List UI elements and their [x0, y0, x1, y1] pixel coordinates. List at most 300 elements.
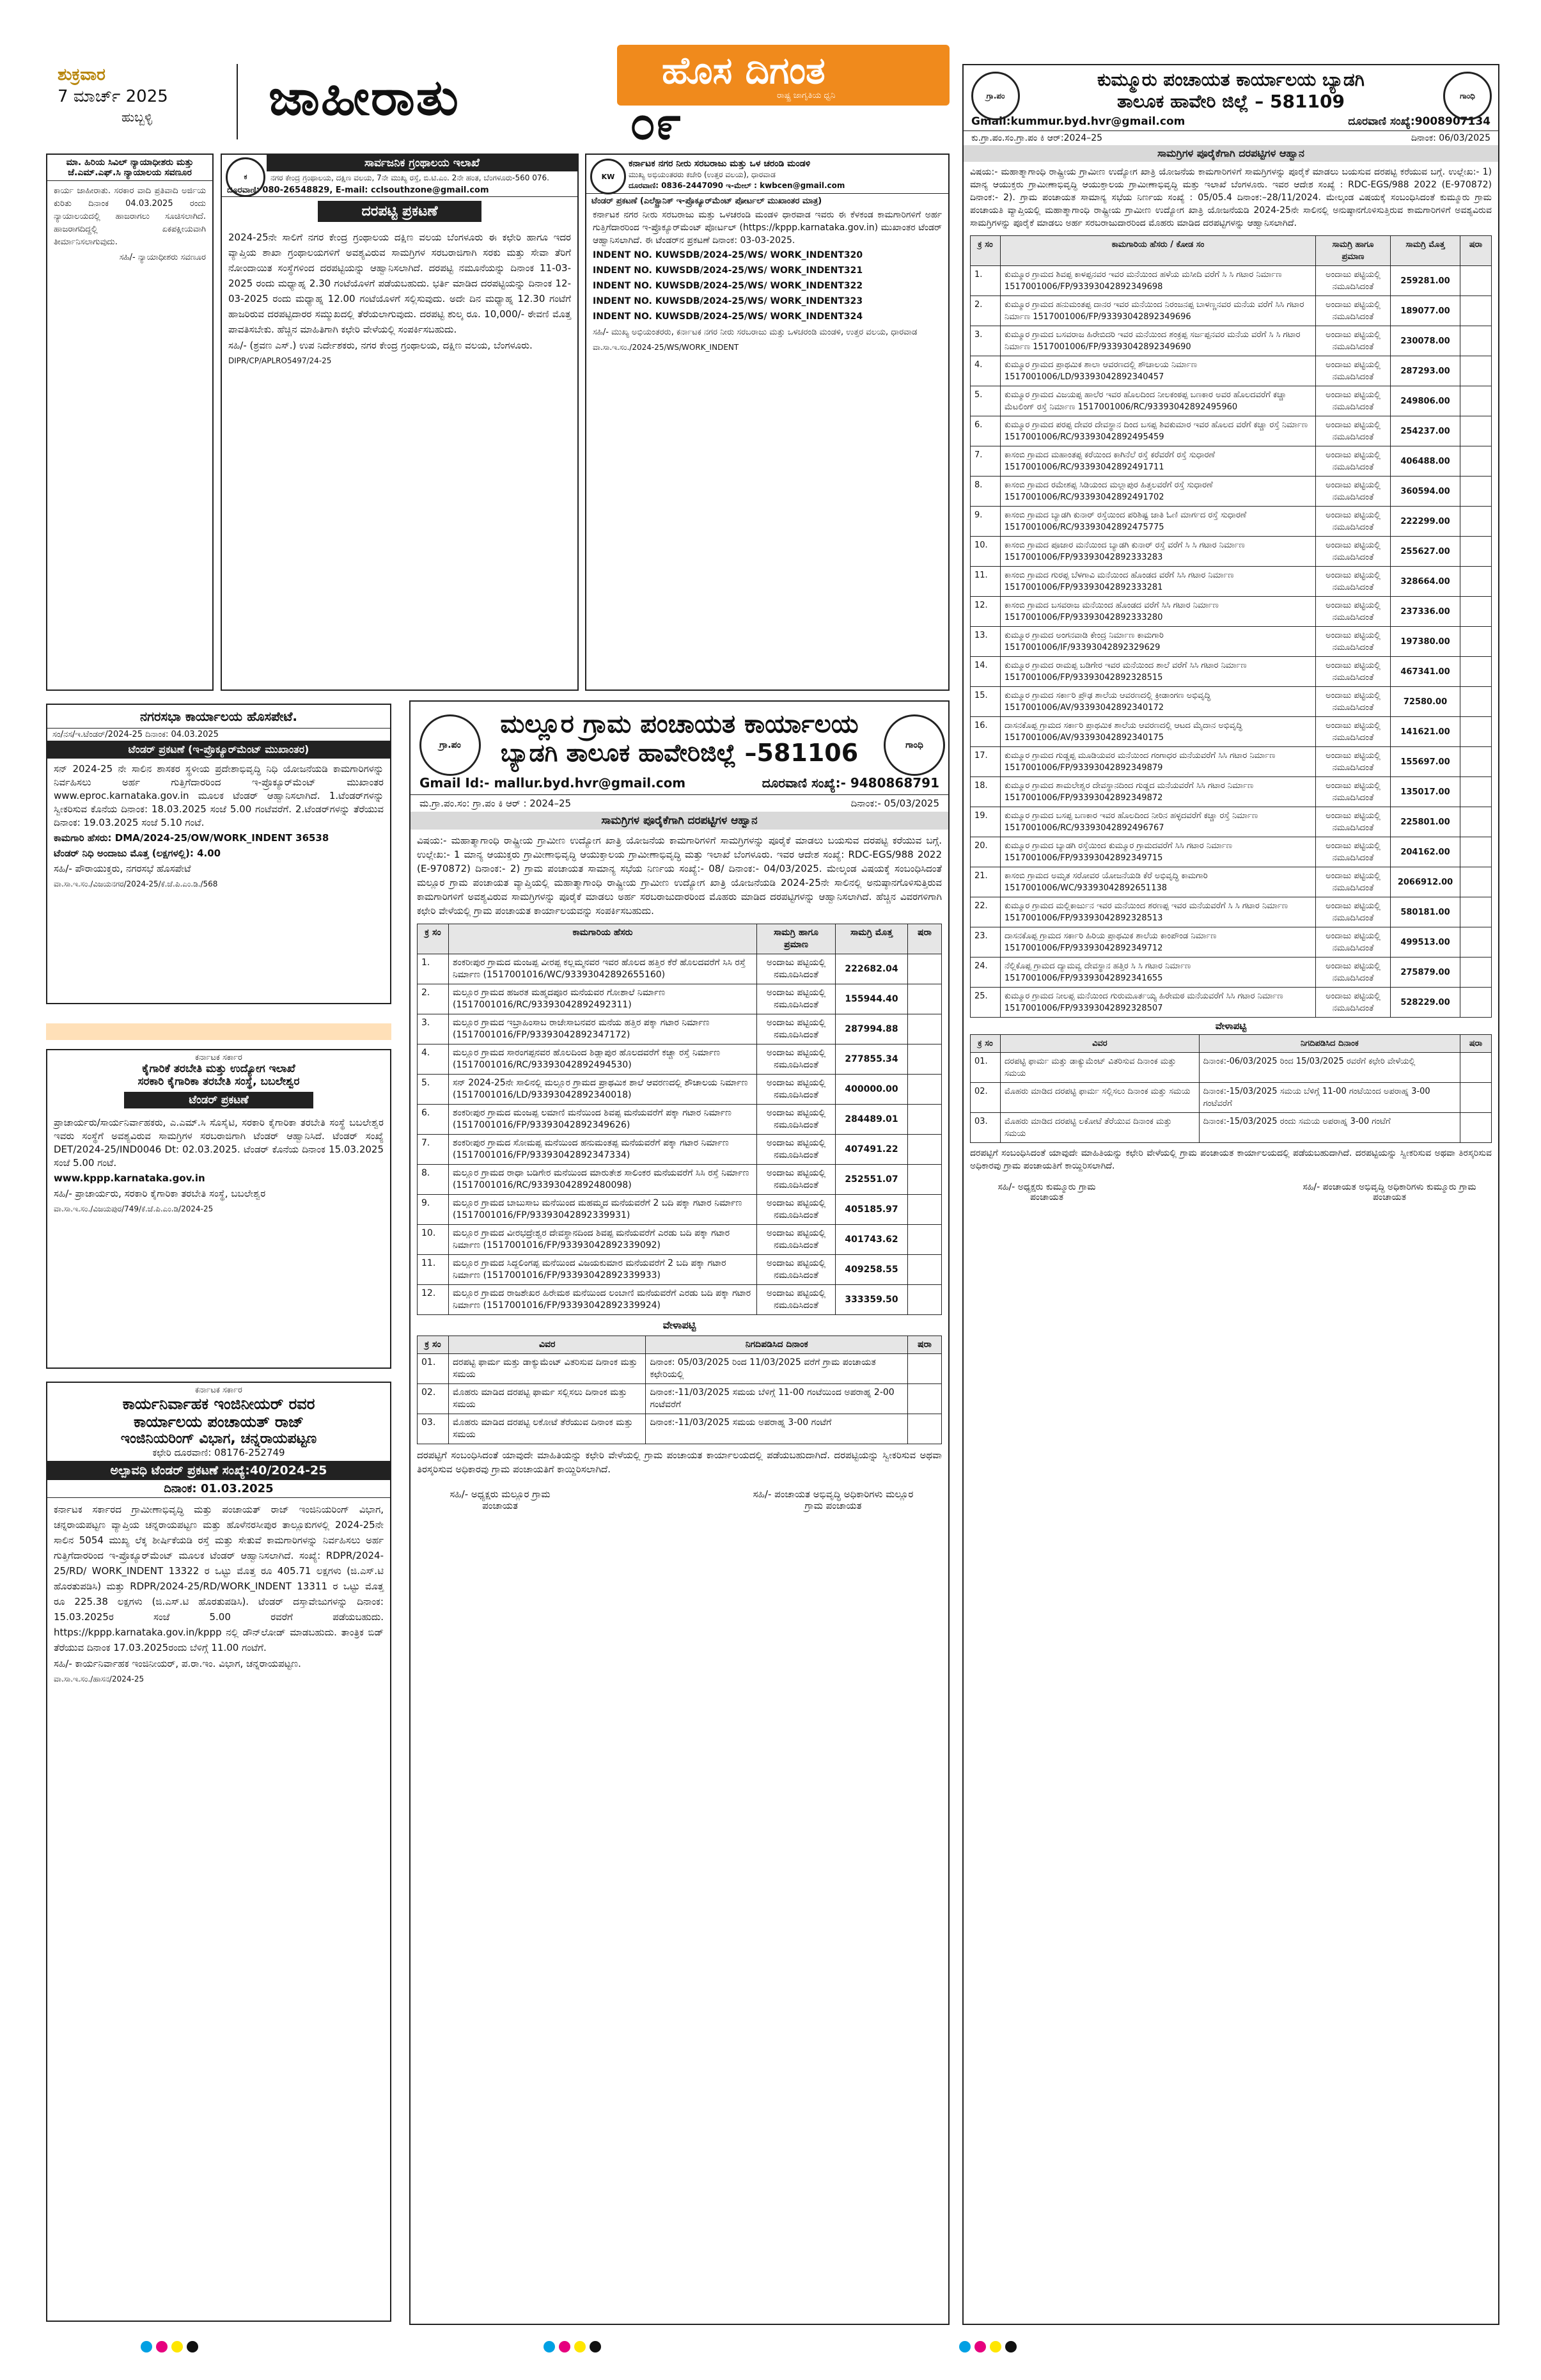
- water-item-2: INDENT NO. KUWSDB/2024-25/WS/ WORK_INDENT321: [593, 265, 863, 276]
- kummur-ref-row: [964, 131, 1498, 145]
- mallur-gandhi-icon: ಗಾಂಧಿ: [884, 714, 945, 776]
- kummur-remark: [1460, 477, 1492, 507]
- kummur-work-name: ಕುಮ್ಮೂರ ಗ್ರಾಮದ ಬ್ಯಾಡಗಿ ರಸ್ತೆಯಿಂದ ಕುಮ್ಮೂರ ಗ್ರಾಮದವರೆಗೆ ಸಿಸಿ ಗಟಾರ ನಿರ್ಮಾಣ 1517001006/FP/93393042892349715: [1001, 837, 1316, 867]
- mallur-email: Gmail Id:- mallur.byd.hvr@gmail.com: [419, 775, 686, 791]
- date-block: [45, 64, 238, 139]
- kummur-remark: [1460, 326, 1492, 356]
- kummur-material-amount: 255627.00: [1391, 537, 1460, 567]
- kummur-material-basis: ಅಂದಾಜು ಪಟ್ಟಿಯಲ್ಲಿ ನಮೂದಿಸಿದಂತೆ: [1316, 386, 1391, 416]
- water-text: ಕರ್ನಾಟಕ ನಗರ ನೀರು ಸರಬರಾಜು ಮತ್ತು ಒಳಚರಂಡಿ ಮಂಡಳಿ ಧಾರವಾಡ ಇವರು ಈ ಕೆಳಕಂಡ ಕಾಮಗಾರಿಗಳಿಗೆ ಅರ್ಹ ಗುತ್ತಿಗೆದಾರರಿಂದ ಇ-ಪ್ರೊಕ್ಯೂರ್‌ಮೆಂಟ್ ಪೋರ್ಟಲ್ (https://kppp.karnataka.gov.in) ಮುಖಾಂತರ ಟೆಂಡರ್ ಆಹ್ವಾನಿಸಲಾಗಿದೆ. ಈ ಟೆಂಡರ್‌ನ ಪ್ರಕಟಣೆ ದಿನಾಂಕ: 03-03-2025.: [593, 210, 942, 246]
- mallur-footer-text: ದರಪಟ್ಟಿಗೆ ಸಂಬಂಧಿಸಿದಂತೆ ಯಾವುದೇ ಮಾಹಿತಿಯನ್ನು ಕಛೇರಿ ವೇಳೆಯಲ್ಲಿ ಗ್ರಾಮ ಪಂಚಾಯತ ಕಾರ್ಯಾಲಯದಲ್ಲಿ ಪಡೆಯಬಹುದಾಗಿದೆ. ದರಪಟ್ಟಿಯನ್ನು ಸ್ವೀಕರಿಸುವ ಅಥವಾ ತಿರಸ್ಕರಿಸುವ ಅಧಿಕಾರವು ಗ್ರಾಮ ಪಂಚಾಯತಿಗೆ ಕಾಯ್ದಿರಿಸಲಾಗಿದೆ.: [417, 1449, 942, 1475]
- reg-dot-magenta: [156, 2341, 168, 2352]
- day-label: ಶುಕ್ರವಾರ: [58, 65, 106, 84]
- kummur-row-number: 7.: [971, 446, 1001, 477]
- kummur-row-number: 4.: [971, 356, 1001, 386]
- mallur-row-number: 7.: [418, 1135, 449, 1165]
- iti-notice: [46, 1049, 391, 1369]
- mallur-sched-desc: ಮೊಹರು ಮಾಡಿದ ದರಪಟ್ಟಿ ಲಕೋಟೆ ತೆರೆಯುವ ದಿನಾಂಕ ಮತ್ತು ಸಮಯ: [449, 1414, 646, 1444]
- mallur-th-no: ಕ್ರ ಸಂ: [418, 924, 449, 954]
- mallur-remark: [908, 1105, 942, 1135]
- kummur-sched-desc: ದರಪಟ್ಟಿ ಫಾರ್ಮ ಮತ್ತು ಡಾಕ್ಯುಮೆಂಟ್ ವಿತರಿಸುವ ದಿನಾಂಕ ಮತ್ತು ಸಮಯ: [1001, 1053, 1200, 1083]
- kummur-work-name: ಕುಮ್ಮೂರ ಗ್ರಾಮದ ಪ್ರಾಥಮಿಕ ಶಾಲಾ ಆವರಣದಲ್ಲಿ ಶೌಚಾಲಯ ನಿರ್ಮಾಣ 1517001006/LD/93393042892340457: [1001, 356, 1316, 386]
- kummur-remark: [1460, 988, 1492, 1018]
- table-row: [971, 507, 1492, 537]
- kummur-footer: [964, 1143, 1498, 1178]
- water-title: ಟೆಂಡರ್ ಪ್ರಕಟಣೆ (ಎಲೆಕ್ಟ್ರಾನಿಕ್ ಇ-ಪ್ರೊಕ್ಯೂರ್‌ಮೆಂಟ್ ಪೋರ್ಟಲ್ ಮುಖಾಂತರ ಮಾತ್ರ): [591, 196, 822, 206]
- kummur-row-number: 18.: [971, 777, 1001, 807]
- mallur-logo-icon: ಗ್ರಾ.ಪಂ: [419, 714, 481, 776]
- kummur-work-name: ಕಾಸಂಬಿ ಗ್ರಾಮದ ಬ್ಯಾಡಗಿ ಕುನಾರ್ ರಸ್ತೆಯಿಂದ ಪರಿಶಿಷ್ಟ ಜಾತಿ ಓಣಿ ಮಾರ್ಗದ ರಸ್ತೆ ಸುಧಾರಣೆ 1517001006/RC/93393042892475775: [1001, 507, 1316, 537]
- mallur-th-amount: ಸಾಮಗ್ರಿ ಮೊತ್ತ: [836, 924, 908, 954]
- kummur-work-name: ಕುಮ್ಮೂರ ಗ್ರಾಮದ ಶಿವಪ್ಪ ಕಾಳಪ್ಪನವರ ಇವರ ಮನೆಯಿಂದ ಹಳೆಯ ಮಸೀದಿ ವರೆಗೆ ಸಿ ಸಿ ಗಟಾರ ನಿರ್ಮಾಣ 1517001006/FP/93393042892349698: [1001, 266, 1316, 296]
- kummur-work-name: ಕುಮ್ಮೂರ ಗ್ರಾಮದ ಮಲ್ಲಿಕಾರ್ಜುನ ಇವರ ಮನೆಯಿಂದ ಶರಣಪ್ಪ ಇವರ ಮನೆಯವರೆಗೆ ಸಿ ಸಿ ಗಟಾರ ನಿರ್ಮಾಣ 1517001006/FP/93393042892328513: [1001, 897, 1316, 927]
- kummur-remark: [1460, 266, 1492, 296]
- table-row: [971, 927, 1492, 958]
- pwd-ref: ವಾ.ಸಾ.ಇ.ಸಂ./ಹಾಸನ/2024-25: [54, 1675, 145, 1683]
- mallur-row-number: 11.: [418, 1255, 449, 1285]
- paper-logo: [617, 45, 950, 150]
- reg-dot-yellow: [171, 2341, 183, 2352]
- kummur-remark: [1460, 717, 1492, 747]
- tagline: ರಾಷ್ಟ್ರ ಜಾಗೃತಿಯ ಧ್ವನಿ: [777, 91, 836, 100]
- kummur-work-name: ಕುಮ್ಮೂರ ಗ್ರಾಮದ ಪರಪ್ಪ ದೇವರ ದೇವಸ್ಥಾನ ದಿಂದ ಬಸಪ್ಪ ಶಿವಕುಮಾರ ಇವರ ಹೊಲದ ವರೆಗೆ ಕಚ್ಚಾ ರಸ್ತೆ ನಿರ್ಮಾಣ 1517001006/RC/93393042892495459: [1001, 416, 1316, 446]
- mallur-table: [417, 924, 942, 1315]
- kummur-material-amount: 189077.00: [1391, 296, 1460, 326]
- reg-dot-black: [187, 2341, 198, 2352]
- table-row: [971, 687, 1492, 717]
- kummur-material-amount: 580181.00: [1391, 897, 1460, 927]
- table-row: [971, 567, 1492, 597]
- table-row: [971, 867, 1492, 897]
- kummur-title: ಸಾಮಗ್ರಿಗಳ ಪೂರೈಕೆಗಾಗಿ ದರಪಟ್ಟಿಗಳ ಆಹ್ವಾನ: [964, 145, 1498, 162]
- court-text: ಕಾರ್ಯ ಜಾಹೀರಾತು. ಸರಕಾರ ವಾದಿ ಪ್ರತಿವಾದಿ ಅರ್ಜಿಯ ಕುರಿತು ದಿನಾಂಕ 04.03.2025 ರಂದು ನ್ಯಾಯಾಲಯದಲ್ಲಿ ಹಾಜರಾಗಲು ಸೂಚಿಸಲಾಗಿದೆ. ಹಾಜರಾಗದಿದ್ದಲ್ಲಿ ಏಕಪಕ್ಷೀಯವಾಗಿ ತೀರ್ಮಾನಿಸಲಾಗುವುದು.: [54, 186, 206, 247]
- water-sub: ಮುಖ್ಯ ಅಭಿಯಂತರರು ಕಚೇರಿ (ಉತ್ತರ ವಲಯ), ಧಾರವಾಡ: [629, 170, 776, 179]
- orange-divider: [46, 1023, 391, 1040]
- mallur-sched-no: 02.: [418, 1384, 449, 1414]
- water-item-4: INDENT NO. KUWSDB/2024-25/WS/ WORK_INDENT323: [593, 296, 863, 306]
- kummur-material-amount: 141621.00: [1391, 717, 1460, 747]
- mallur-row-number: 10.: [418, 1225, 449, 1255]
- kummur-work-name: ಕಾಸಂಬಿ ಗ್ರಾಮದ ಮಹಾಂತಪ್ಪ ಕರೆಯಿಂದ ಕಾಗಿನೆಲೆ ರಸ್ತೆ ಕರೆವರೆಗೆ ರಸ್ತೆ ಸುಧಾರಣೆ 1517001006/RC/93393042892491711: [1001, 446, 1316, 477]
- mallur-refdate: ದಿನಾಂಕ:- 05/03/2025: [850, 798, 939, 809]
- mallur-remark: [908, 1075, 942, 1105]
- mallur-material-amount: 407491.22: [836, 1135, 908, 1165]
- kummur-material-amount: 230078.00: [1391, 326, 1460, 356]
- water-signature: ಸಹಿ/- ಮುಖ್ಯ ಅಭಿಯಂತರರು, ಕರ್ನಾಟಕ ನಗರ ನೀರು ಸರಬರಾಜು ಮತ್ತು ಒಳಚರಂಡಿ ಮಂಡಳಿ, ಉತ್ತರ ವಲಯ, ಧಾರವಾಡ: [593, 327, 918, 337]
- reg-dot-cyan: [544, 2341, 555, 2352]
- mallur-phone: ದೂರವಾಣಿ ಸಂಖ್ಯೆ:- 9480868791: [762, 775, 939, 791]
- mallur-row-number: 4.: [418, 1044, 449, 1075]
- kummur-material-basis: ಅಂದಾಜು ಪಟ್ಟಿಯಲ್ಲಿ ನಮೂದಿಸಿದಂತೆ: [1316, 717, 1391, 747]
- kummur-material-basis: ಅಂದಾಜು ಪಟ್ಟಿಯಲ್ಲಿ ನಮೂದಿಸಿದಂತೆ: [1316, 537, 1391, 567]
- mallur-sched-no: 01.: [418, 1354, 449, 1384]
- kummur-sched-no: 02.: [971, 1083, 1001, 1113]
- kummur-th-amount: ಸಾಮಗ್ರಿ ಮೊತ್ತ: [1391, 236, 1460, 266]
- kummur-work-name: ದಾಸನಕೊಪ್ಪ ಗ್ರಾಮದ ಸರ್ಕಾರಿ ಹಿರಿಯ ಪ್ರಾಥಮಿಕ ಶಾಲೆಯ ಕಾಂಪೌಂಡ ನಿರ್ಮಾಣ 1517001006/FP/93393042892349712: [1001, 927, 1316, 958]
- mallur-work-name: ಮಲ್ಲೂರ ಗ್ರಾಮದ ರಾಜಶೇಖರ ಹಿರೇಮಠ ಮನೆಯಿಂದ ಲಂಬಾಣಿ ಮನೆಯವರೆಗೆ ಎರಡು ಬದಿ ಪಕ್ಕಾ ಗಟಾರ ನಿರ್ಮಾಣ (1517001016/FP/93393042892339924): [449, 1285, 757, 1315]
- kummur-remark: [1460, 867, 1492, 897]
- kummur-work-name: ಕುಮ್ಮೂರ ಗ್ರಾಮದ ಹನುಮಂತಪ್ಪ ದಾನರ ಇವರ ಮನೆಯಿಂದ ನಿರಂಜನಪ್ಪ ಬಾಳಣ್ಣನವರ ಮನೆಯ ವರೆಗೆ ಸಿಸಿ ಗಟಾರ ನಿರ್ಮಾಣ 1517001006/FP/93393042892349696: [1001, 296, 1316, 326]
- kummur-sched-header: [971, 1035, 1492, 1053]
- kummur-remark: [1460, 537, 1492, 567]
- hosapete-head: ನಗರಸಭಾ ಕಾರ್ಯಾಲಯ ಹೊಸಪೇಟೆ.: [47, 705, 390, 729]
- library-dipr: DIPR/CP/APLRO5497/24-25: [228, 356, 332, 365]
- kummur-sched-title: ವೇಳಾಪಟ್ಟಿ: [1215, 1020, 1247, 1032]
- kummur-work-name: ಕುಮ್ಮೂರ ಗ್ರಾಮದ ಸರ್ಕಾರಿ ಪ್ರೌಢ ಶಾಲೆಯ ಆವರಣದಲ್ಲಿ ಕ್ರೀಡಾಂಗಣ ಅಭಿವೃದ್ಧಿ 1517001006/AV/93393042892340172: [1001, 687, 1316, 717]
- mallur-material-amount: 400000.00: [836, 1075, 908, 1105]
- kummur-refno: ಕು.ಗ್ರಾ.ಪಂ.ಸಂ.ಗ್ರಾ.ಪಂ ಕಿ ಆರ್:2024–25: [971, 133, 1103, 143]
- reg-marks-center: [544, 2341, 601, 2352]
- kummur-row-number: 15.: [971, 687, 1001, 717]
- kummur-work-name: ಕುಮ್ಮೂರ ಗ್ರಾಮದ ಗುಡ್ಡಪ್ಪ ಮೂಡಿಯವರ ಮನೆಯಿಂದ ಗಂಗಾಧರ ಮನೆಯವರೆಗೆ ಸಿಸಿ ಗಟಾರ ನಿರ್ಮಾಣ 1517001006/FP/93393042892349879: [1001, 747, 1316, 777]
- mallur-sched-remark: [908, 1414, 942, 1444]
- kummur-material-amount: 287293.00: [1391, 356, 1460, 386]
- kummur-work-name: ಕಾಸಂಬಿ ಗ್ರಾಮದ ಬಸವರಾಜ ಮನೆಯಿಂದ ಹೊಂಡದ ವರೆಗೆ ಸಿಸಿ ಗಟಾರ ನಿರ್ಮಾಣ 1517001006/FP/93393042892333280: [1001, 597, 1316, 627]
- mallur-material-basis: ಅಂದಾಜು ಪಟ್ಟಿಯಲ್ಲಿ ನಮೂದಿಸಿದಂತೆ: [757, 1105, 836, 1135]
- reg-dot-black: [1005, 2341, 1017, 2352]
- mallur-material-amount: 284489.01: [836, 1105, 908, 1135]
- paper-name: ಹೊಸ ದಿಗಂತ: [662, 49, 825, 92]
- hosapete-body: [47, 759, 390, 897]
- kummur-row-number: 2.: [971, 296, 1001, 326]
- kummur-gandhi-icon: ಗಾಂಧಿ: [1443, 72, 1492, 120]
- mallur-contact-row: [411, 768, 948, 795]
- kummur-th-material: ಸಾಮಗ್ರಿ ಹಾಗೂ ಪ್ರಮಾಣ: [1316, 236, 1391, 266]
- mallur-material-amount: 401743.62: [836, 1225, 908, 1255]
- mallur-remark: [908, 1285, 942, 1315]
- kummur-row-number: 1.: [971, 266, 1001, 296]
- mallur-schedule: [411, 1336, 948, 1444]
- water-item-3: INDENT NO. KUWSDB/2024-25/WS/ WORK_INDENT322: [593, 281, 863, 291]
- mallur-material-amount: 252551.07: [836, 1165, 908, 1195]
- table-row: [971, 597, 1492, 627]
- kummur-work-name: ಕಾಸಂಬಿ ಗ್ರಾಮದ ಅಮೃತ ಸರೋವರ ಯೋಜನೆಯಡಿ ಕೆರೆ ಅಭಿವೃದ್ಧಿ ಕಾಮಗಾರಿ 1517001006/WC/93393042892651138: [1001, 867, 1316, 897]
- kummur-sched-date: ದಿನಾಂಕ:-15/03/2025 ರಂದು ಸಮಯ ಅಪರಾಹ್ನ 3-00 ಗಂಟೆಗೆ: [1199, 1113, 1460, 1143]
- pwd-signature: ಸಹಿ/- ಕಾರ್ಯನಿರ್ವಾಹಕ ಇಂಜಿನೀಯರ್, ಪ.ರಾ.ಇಂ. ವಿಭಾಗ, ಚನ್ನರಾಯಪಟ್ಟಣ.: [54, 1658, 301, 1669]
- mallur-material-amount: 222682.04: [836, 954, 908, 984]
- kummur-work-name: ಕುಮ್ಮೂರ ಗ್ರಾಮದ ಅಂಗನವಾಡಿ ಕೇಂದ್ರ ನಿರ್ಮಾಣ ಕಾಮಗಾರಿ 1517001006/IF/93393042892329629: [1001, 627, 1316, 657]
- mallur-material-amount: 287994.88: [836, 1014, 908, 1044]
- hosapete-indent: ಕಾಮಗಾರಿ ಹೆಸರು: DMA/2024-25/OW/WORK_INDENT 36538: [54, 832, 329, 844]
- kummur-remark: [1460, 567, 1492, 597]
- kummur-row-number: 22.: [971, 897, 1001, 927]
- mallur-work-name: ಮಲ್ಲೂರ ಗ್ರಾಮದ ಸಿದ್ದಲಿಂಗಪ್ಪ ಮನೆಯಿಂದ ವಿಜಯಕುಮಾರ ಮನೆಯವರೆಗೆ 2 ಬದಿ ಪಕ್ಕಾ ಗಟಾರ ನಿರ್ಮಾಣ (1517001016/FP/93393042892339933): [449, 1255, 757, 1285]
- hosapete-signature: ಸಹಿ/- ಪೌರಾಯುಕ್ತರು, ನಗರಸಭೆ ಹೊಸಪೇಟೆ: [54, 863, 191, 874]
- water-head: ಕರ್ನಾಟಕ ನಗರ ನೀರು ಸರಬರಾಜು ಮತ್ತು ಒಳ ಚರಂಡಿ ಮಂಡಳಿ: [629, 159, 811, 169]
- kummur-material-basis: ಅಂದಾಜು ಪಟ್ಟಿಯಲ್ಲಿ ನಮೂದಿಸಿದಂತೆ: [1316, 416, 1391, 446]
- water-board-notice: [585, 154, 950, 691]
- water-item-1: INDENT NO. KUWSDB/2024-25/WS/ WORK_INDENT320: [593, 250, 863, 260]
- kummur-material-basis: ಅಂದಾಜು ಪಟ್ಟಿಯಲ್ಲಿ ನಮೂದಿಸಿದಂತೆ: [1316, 747, 1391, 777]
- kummur-remark: [1460, 747, 1492, 777]
- kummur-refdate: ದಿನಾಂಕ: 06/03/2025: [1411, 133, 1490, 143]
- kummur-remark: [1460, 777, 1492, 807]
- schedule-row: [418, 1384, 942, 1414]
- kummur-signatures: [964, 1178, 1498, 1206]
- mallur-head-2: ಬ್ಯಾಡಗಿ ತಾಲೂಕ ಹಾವೇರಿಜಿಲ್ಲೆ –581106: [500, 739, 859, 767]
- kummur-material-amount: 259281.00: [1391, 266, 1460, 296]
- kummur-sched-no: 01.: [971, 1053, 1001, 1083]
- kummur-footer-text: ದರಪಟ್ಟಿಗೆ ಸಂಬಂಧಿಸಿದಂತೆ ಯಾವುದೇ ಮಾಹಿತಿಯನ್ನು ಕಛೇರಿ ವೇಳೆಯಲ್ಲಿ ಗ್ರಾಮ ಪಂಚಾಯತ ಕಾರ್ಯಾಲಯದಲ್ಲಿ ಪಡೆಯಬಹುದಾಗಿದೆ. ದರಪಟ್ಟಿಯನ್ನು ಸ್ವೀಕರಿಸುವ ಅಥವಾ ತಿರಸ್ಕರಿಸುವ ಅಧಿಕಾರವು ಗ್ರಾಮ ಪಂಚಾಯತಿಗೆ ಕಾಯ್ದಿರಿಸಲಾಗಿದೆ.: [970, 1148, 1492, 1171]
- kummur-remark: [1460, 597, 1492, 627]
- kummur-material-basis: ಅಂದಾಜು ಪಟ್ಟಿಯಲ್ಲಿ ನಮೂದಿಸಿದಂತೆ: [1316, 266, 1391, 296]
- table-row: [418, 1225, 942, 1255]
- kummur-work-name: ಕುಮ್ಮೂರ ಗ್ರಾಮದ ಶಾಮಲೇಶ್ವರ ದೇವಸ್ಥಾನದಿಂದ ಗುಡ್ಡದ ಮನೆಯವರೆಗೆ ಸಿಸಿ ಗಟಾರ ನಿರ್ಮಾಣ 1517001006/FP/93393042892349872: [1001, 777, 1316, 807]
- reg-dot-yellow: [990, 2341, 1001, 2352]
- kummur-remark: [1460, 807, 1492, 837]
- kummur-row-number: 19.: [971, 807, 1001, 837]
- kummur-material-amount: 467341.00: [1391, 657, 1460, 687]
- kummur-row-number: 14.: [971, 657, 1001, 687]
- kummur-material-basis: ಅಂದಾಜು ಪಟ್ಟಿಯಲ್ಲಿ ನಮೂದಿಸಿದಂತೆ: [1316, 988, 1391, 1018]
- mallur-work-name: ಮಲ್ಲೂರ ಗ್ರಾಮದ ರಾಧಾ ಬಡಿಗೇರ ಮನೆಯಿಂದ ಮಾರುತೇಶ ಸಾಲಿಂಕರ ಮನೆಯವರೆಗೆ ಸಿಸಿ ರಸ್ತೆ ನಿರ್ಮಾಣ (1517001016/RC/93393042892480098): [449, 1165, 757, 1195]
- table-row: [418, 1255, 942, 1285]
- mallur-table-header: [418, 924, 942, 954]
- kummur-material-basis: ಅಂದಾಜು ಪಟ್ಟಿಯಲ್ಲಿ ನಮೂದಿಸಿದಂತೆ: [1316, 627, 1391, 657]
- kummur-material-basis: ಅಂದಾಜು ಪಟ್ಟಿಯಲ್ಲಿ ನಮೂದಿಸಿದಂತೆ: [1316, 446, 1391, 477]
- kummur-material-amount: 155697.00: [1391, 747, 1460, 777]
- kummur-logo-icon: ಗ್ರಾ.ಪಂ: [971, 72, 1020, 120]
- mallur-remark: [908, 1225, 942, 1255]
- kummur-row-number: 10.: [971, 537, 1001, 567]
- mallur-material-basis: ಅಂದಾಜು ಪಟ್ಟಿಯಲ್ಲಿ ನಮೂದಿಸಿದಂತೆ: [757, 1195, 836, 1225]
- iti-head-1: ಕೈಗಾರಿಕೆ ತರಬೇತಿ ಮತ್ತು ಉದ್ಯೋಗ ಇಲಾಖೆ: [142, 1062, 295, 1075]
- table-row: [418, 1014, 942, 1044]
- mallur-material-amount: 409258.55: [836, 1255, 908, 1285]
- schedule-row: [971, 1113, 1492, 1143]
- kummur-email: Gmail:kummur.byd.hvr@gmail.com: [971, 115, 1185, 128]
- iti-web: www.kppp.karnataka.gov.in: [54, 1172, 205, 1184]
- kummur-work-name: ಕಾಸಂಬಿ ಗ್ರಾಮದ ರಮೇಶಪ್ಪ ಸಿಡಿಯಂದ ಮಲ್ಲಾಪುರ ಹಿತ್ತಲವರೆಗೆ ರಸ್ತೆ ಸುಧಾರಣೆ 1517001006/RC/93393042892491702: [1001, 477, 1316, 507]
- kummur-material-amount: 72580.00: [1391, 687, 1460, 717]
- kummur-material-basis: ಅಂದಾಜು ಪಟ್ಟಿಯಲ್ಲಿ ನಮೂದಿಸಿದಂತೆ: [1316, 356, 1391, 386]
- mallur-sched-date: ದಿನಾಂಕ:-11/03/2025 ಸಮಯ ಬೆಳಿಗ್ಗೆ 11-00 ಗಂಟೆಯಿಂದ ಅಪರಾಹ್ನ 2-00 ಗಂಟೆವರೆಗೆ: [646, 1384, 908, 1414]
- mallur-remark: [908, 984, 942, 1014]
- kummur-head-1: ಕುಮ್ಮೂರು ಪಂಚಾಯತ ಕಾರ್ಯಾಲಯ ಬ್ಯಾಡಗಿ: [1097, 69, 1365, 90]
- kummur-work-name: ಕುಮ್ಮೂರ ಗ್ರಾಮದ ಬಸವರಾಜ ಹಿರೇಬಿದರಿ ಇವರ ಮನೆಯಿಂದ ಶಂಕ್ರಪ್ಪ ಸರ್ಜಪ್ಪನವರ ಮನೆಯ ವರೆಗೆ ಸಿ ಸಿ ಗಟಾರ ನಿರ್ಮಾಣ 1517001006/FP/93393042892349690: [1001, 326, 1316, 356]
- kummur-material-basis: ಅಂದಾಜು ಪಟ್ಟಿಯಲ್ಲಿ ನಮೂದಿಸಿದಂತೆ: [1316, 326, 1391, 356]
- mallur-th-remark: ಷರಾ: [908, 924, 942, 954]
- kummur-sched-date: ದಿನಾಂಕ:-06/03/2025 ರಿಂದ 15/03/2025 ರವರೆಗೆ ಕಛೇರಿ ವೇಳೆಯಲ್ಲಿ: [1199, 1053, 1460, 1083]
- mallur-sched-no: 03.: [418, 1414, 449, 1444]
- mallur-work-name: ಮಲ್ಲೂರ ಗ್ರಾಮದ ಬಾಬುಸಾಬ ಮನೆಯಿಂದ ಮಹಮ್ಮದ ಮನೆಯವರೆಗೆ 2 ಬದಿ ಪಕ್ಕಾ ಗಟಾರ ನಿರ್ಮಾಣ (1517001016/FP/93393042892339931): [449, 1195, 757, 1225]
- library-emblem-icon: ಕ: [226, 157, 265, 197]
- reg-dot-cyan: [141, 2341, 152, 2352]
- kummur-row-number: 8.: [971, 477, 1001, 507]
- reg-dot-magenta: [559, 2341, 570, 2352]
- kummur-sched-no: 03.: [971, 1113, 1001, 1143]
- kummur-head-2: ತಾಲೂಕ ಹಾವೇರಿ ಜಿಲ್ಲೆ – 581109: [1117, 91, 1345, 112]
- pwd-title: ಅಲ್ಪಾವಧಿ ಟೆಂಡರ್ ಪ್ರಕಟಣೆ ಸಂಖ್ಯೆ:40/2024-25: [47, 1461, 390, 1480]
- kummur-material-amount: 249806.00: [1391, 386, 1460, 416]
- mallur-sched-desc: ಮೊಹರು ಮಾಡಿದ ದರಪಟ್ಟಿ ಫಾರ್ಮ ಸಲ್ಲಿಸಲು ದಿನಾಂಕ ಮತ್ತು ಸಮಯ: [449, 1384, 646, 1414]
- mallur-material-basis: ಅಂದಾಜು ಪಟ್ಟಿಯಲ್ಲಿ ನಮೂದಿಸಿದಂತೆ: [757, 1165, 836, 1195]
- table-row: [418, 984, 942, 1014]
- mallur-footer: [411, 1444, 948, 1482]
- kummur-material-basis: ಅಂದಾಜು ಪಟ್ಟಿಯಲ್ಲಿ ನಮೂದಿಸಿದಂತೆ: [1316, 837, 1391, 867]
- mallur-work-name: ಮಲ್ಲೂರ ಗ್ರಾಮದ ವೀರಭದ್ರೇಶ್ವರ ದೇವಸ್ಥಾನದಿಂದ ಶಿವಪ್ಪ ಮನೆಯವರೆಗೆ ಎರಡು ಬದಿ ಪಕ್ಕಾ ಗಟಾರ ನಿರ್ಮಾಣ (1517001016/FP/93393042892339092): [449, 1225, 757, 1255]
- mallur-sched-remark: [908, 1384, 942, 1414]
- kummur-th-remark: ಷರಾ: [1460, 236, 1492, 266]
- pwd-text: ಕರ್ನಾಟಕ ಸರ್ಕಾರದ ಗ್ರಾಮೀಣಾಭಿವೃದ್ಧಿ ಮತ್ತು ಪಂಚಾಯತ್ ರಾಜ್ ಇಂಜಿನಿಯರಿಂಗ್ ವಿಭಾಗ, ಚನ್ನರಾಯಪಟ್ಟಣ ವ್ಯಾಪ್ತಿಯ ಚನ್ನರಾಯಪಟ್ಟಣ ಮತ್ತು ಹೊಳೆನರಸೀಪುರ ತಾಲ್ಲೂಕುಗಳಲ್ಲಿ 2024-25ನೇ ಸಾಲಿನ 5054 ಮುಖ್ಯ ಲೆಕ್ಕ ಶೀರ್ಷಿಕೆಯಡಿ ರಸ್ತೆ ಮತ್ತು ಸೇತುವೆ ಕಾಮಗಾರಿಗಳನ್ನು ನಿರ್ವಹಿಸಲು ಅರ್ಹ ಗುತ್ತಿಗೆದಾರರಿಂದ ಇ-ಪ್ರೊಕ್ಯೂರ್‌ಮೆಂಟ್ ಮೂಲಕ ಟೆಂಡರ್ ಆಹ್ವಾನಿಸಲಾಗಿದೆ. ಸಂಖ್ಯೆ: RDPR/2024-25/RD/ WORK_INDENT 13322 ರ ಒಟ್ಟು ಮೊತ್ತ ರೂ 405.71 ಲಕ್ಷಗಳು (ಜಿ.ಎಸ್.ಟಿ ಹೊರತುಪಡಿಸಿ) ಮತ್ತು RDPR/2024-25/RD/WORK_INDENT 13311 ರ ಒಟ್ಟು ಮೊತ್ತ ರೂ 225.38 ಲಕ್ಷಗಳು (ಜಿ.ಎಸ್.ಟಿ ಹೊರತುಪಡಿಸಿ). ಟೆಂಡರ್ ದಸ್ತಾವೇಜುಗಳನ್ನು ದಿನಾಂಕ: 15.03.2025ರ ಸಂಜೆ 5.00 ರವರೆಗೆ ಪಡೆಯಬಹುದು. https://kppp.karnataka.gov.in/kppp ನಲ್ಲಿ ಡೌನ್‌ಲೋಡ್ ಮಾಡಬಹುದು. ತಾಂತ್ರಿಕ ಬಿಡ್ ತೆರೆಯುವ ದಿನಾಂಕ 17.03.2025ರಂದು ಬೆಳಿಗ್ಗೆ 11.00 ಗಂಟೆಗೆ.: [54, 1504, 384, 1653]
- mallur-material-amount: 155944.40: [836, 984, 908, 1014]
- table-row: [418, 1044, 942, 1075]
- table-row: [418, 1165, 942, 1195]
- mallur-sth-remark: ಷರಾ: [908, 1336, 942, 1354]
- reg-dot-magenta: [974, 2341, 986, 2352]
- mallur-sth-date: ನಿಗದಿಪಡಿಸಿದ ದಿನಾಂಕ: [646, 1336, 908, 1354]
- table-row: [418, 1285, 942, 1315]
- kummur-row-number: 16.: [971, 717, 1001, 747]
- mallur-title: ಸಾಮಗ್ರಿಗಳ ಪೂರೈಕೆಗಾಗಿ ದರಪಟ್ಟಿಗಳ ಆಹ್ವಾನ: [411, 812, 948, 830]
- kummur-remark: [1460, 296, 1492, 326]
- mallur-sig-right: ಸಹಿ/- ಪಂಚಾಯತ ಅಭಿವೃದ್ಧಿ ಅಧಿಕಾರಿಗಳು ಮಲ್ಲೂರ ಗ್ರಾಮ ಪಂಚಾಯತ: [753, 1488, 914, 1511]
- table-row: [971, 747, 1492, 777]
- city-label: ಹುಬ್ಬಳ್ಳಿ: [121, 109, 153, 125]
- kummur-remark: [1460, 386, 1492, 416]
- kummur-th-no: ಕ್ರ ಸಂ: [971, 236, 1001, 266]
- table-row: [971, 296, 1492, 326]
- kummur-row-number: 9.: [971, 507, 1001, 537]
- mallur-remark: [908, 954, 942, 984]
- iti-signature: ಸಹಿ/- ಪ್ರಾಚಾರ್ಯರು, ಸರಕಾರಿ ಕೈಗಾರಿಕಾ ತರಬೇತಿ ಸಂಸ್ಥೆ, ಬಬಲೇಶ್ವರ: [54, 1188, 266, 1199]
- kummur-material-amount: 275879.00: [1391, 958, 1460, 988]
- kummur-remark: [1460, 927, 1492, 958]
- mallur-row-number: 5.: [418, 1075, 449, 1105]
- mallur-material-basis: ಅಂದಾಜು ಪಟ್ಟಿಯಲ್ಲಿ ನಮೂದಿಸಿದಂತೆ: [757, 1225, 836, 1255]
- pwd-date: ದಿನಾಂಕ: 01.03.2025: [47, 1480, 390, 1498]
- kummur-row-number: 12.: [971, 597, 1001, 627]
- library-title: ದರಪಟ್ಟಿ ಪ್ರಕಟಣೆ: [318, 201, 481, 222]
- reg-dot-cyan: [959, 2341, 971, 2352]
- kummur-phone: ದೂರವಾಣಿ ಸಂಖ್ಯೆ:9008907134: [1348, 115, 1490, 128]
- iti-ref: ವಾ.ಸಾ.ಇ.ಸಂ./ವಿಜಯಪುರ/749/ಕೆ.ಜೆ.ಪಿ.ಎಂ.ಡಿ/2024-25: [54, 1204, 214, 1213]
- schedule-row: [971, 1083, 1492, 1113]
- iti-gov: ಕರ್ನಾಟಕ ಸರ್ಕಾರ: [195, 1053, 242, 1062]
- kummur-material-amount: 406488.00: [1391, 446, 1460, 477]
- table-row: [971, 837, 1492, 867]
- kummur-work-name: ದಾಸನಕೊಪ್ಪ ಗ್ರಾಮದ ಸರ್ಕಾರಿ ಪ್ರಾಥಮಿಕ ಶಾಲೆಯ ಆವರಣದಲ್ಲಿ ಆಟದ ಮೈದಾನ ಅಭಿವೃದ್ಧಿ 1517001006/AV/93393042892340175: [1001, 717, 1316, 747]
- mallur-row-number: 12.: [418, 1285, 449, 1315]
- water-body: [586, 209, 948, 360]
- kummur-sig-left: ಸಹಿ/- ಅಧ್ಯಕ್ಷರು ಕುಮ್ಮೂರು ಗ್ರಾಮ ಪಂಚಾಯತ: [997, 1182, 1096, 1202]
- table-row: [971, 446, 1492, 477]
- kummur-row-number: 6.: [971, 416, 1001, 446]
- kummur-row-number: 17.: [971, 747, 1001, 777]
- water-item-5: INDENT NO. KUWSDB/2024-25/WS/ WORK_INDENT324: [593, 311, 863, 322]
- court-signature: ಸಹಿ/- ನ್ಯಾಯಾಧೀಶರು ಸವಣೂರ: [119, 253, 206, 262]
- mallur-th-material: ಸಾಮಗ್ರಿ ಹಾಗೂ ಪ್ರಮಾಣ: [757, 924, 836, 954]
- kummur-sched-remark: [1460, 1113, 1492, 1143]
- table-row: [418, 954, 942, 984]
- library-signature: ಸಹಿ/- (ಶ್ರವಣ ಎಸ್.) ಉಪ ನಿರ್ದೇಶಕರು, ನಗರ ಕೇಂದ್ರ ಗ್ರಂಥಾಲಯ, ದಕ್ಷಿಣ ವಲಯ, ಬೆಂಗಳೂರು.: [228, 340, 533, 351]
- kummur-sth-desc: ವಿವರ: [1001, 1035, 1200, 1053]
- mallur-signatures: [411, 1482, 948, 1518]
- kummur-sth-date: ನಿಗದಿಪಡಿಸಿದ ದಿನಾಂಕ: [1199, 1035, 1460, 1053]
- kummur-material-amount: 254237.00: [1391, 416, 1460, 446]
- table-row: [971, 627, 1492, 657]
- kummur-remark: [1460, 687, 1492, 717]
- mallur-notice: [409, 700, 950, 2325]
- court-head-1: ಮಾ. ಹಿರಿಯ ಸಿವಿಲ್ ನ್ಯಾಯಾಧೀಶರು ಮತ್ತು: [66, 157, 194, 168]
- kummur-material-amount: 204162.00: [1391, 837, 1460, 867]
- mallur-sched-title: ವೇಳಾಪಟ್ಟಿ: [662, 1319, 696, 1331]
- table-row: [971, 356, 1492, 386]
- kummur-remark: [1460, 897, 1492, 927]
- kummur-material-basis: ಅಂದಾಜು ಪಟ್ಟಿಯಲ್ಲಿ ನಮೂದಿಸಿದಂತೆ: [1316, 567, 1391, 597]
- court-notice: [46, 154, 214, 691]
- mallur-head-1: ಮಲ್ಲೂರ ಗ್ರಾಮ ಪಂಚಾಯತ ಕಾರ್ಯಾಲಯ: [500, 709, 859, 739]
- kummur-table-header: [971, 236, 1492, 266]
- schedule-row: [971, 1053, 1492, 1083]
- mallur-sched-date: ದಿನಾಂಕ: 05/03/2025 ರಿಂದ 11/03/2025 ವರೆಗೆ ಗ್ರಾಮ ಪಂಚಾಯತ ಕಛೇರಿಯಲ್ಲಿ: [646, 1354, 908, 1384]
- mallur-material-amount: 277855.34: [836, 1044, 908, 1075]
- kummur-sth-no: ಕ್ರ ಸಂ: [971, 1035, 1001, 1053]
- section-title: ಜಾಹೀರಾತು: [269, 69, 460, 127]
- kummur-th-name: ಕಾಮಗಾರಿಯ ಹೆಸರು / ಕೋಡ ಸಂ: [1001, 236, 1316, 266]
- mallur-text: ವಿಷಯ:- ಮಹಾತ್ಮಾಗಾಂಧಿ ರಾಷ್ಟ್ರೀಯ ಗ್ರಾಮೀಣ ಉದ್ಯೋಗ ಖಾತ್ರಿ ಯೋಜನೆಯ ಕಾಮಗಾರಿಗಳಿಗೆ ಸಾಮಗ್ರಿಗಳನ್ನು ಪೂರೈಕೆ ಮಾಡಲು ಬಯಸುವ ದರಪಟ್ಟಿ ಕರೆಯುವ ಬಗ್ಗೆ. ಉಲ್ಲೇಖ:- 1 ಮಾನ್ಯ ಆಯುಕ್ತರು ಗ್ರಾಮೀಣಾಭಿವೃದ್ಧಿ ಆಯುಕ್ತಾಲಯ ಗ್ರಾಮೀಣಾಭಿವೃದ್ಧಿ ಮತ್ತು ಇಲಾಖೆ ಬೆಂಗಳೂರು. ಇವರ ಆದೇಶ ಸಂಖ್ಯೆ: RDC-EGS/988 2022 (E-970872) ದಿನಾಂಕ:- 2) ಗ್ರಾಮ ಪಂಚಾಯತ ಸಾಮಾನ್ಯ ಸಭೆಯ ನಿರ್ಣಯ ಸಂಖ್ಯೆ:- 08/ ದಿನಾಂಕ:- 04/03/2025. ಮೇಲ್ಕಂಡ ವಿಷಯಕ್ಕೆ ಸಂಬಂಧಿಸಿದಂತೆ ಮಲ್ಲೂರ ಗ್ರಾಮ ಪಂಚಾಯತ ವ್ಯಾಪ್ತಿಯಲ್ಲಿ ಮಹಾತ್ಮಾಗಾಂಧಿ ರಾಷ್ಟ್ರೀಯ ಗ್ರಾಮೀಣ ಉದ್ಯೋಗ ಖಾತ್ರಿ ಯೋಜನೆಯಡಿ 2024-25ನೇ ಸಾಲಿನಲ್ಲಿ ಅನುಷ್ಠಾನಗೊಳಿಸುತ್ತಿರುವ ಕಾಮಗಾರಿಗಳಿಗೆ ಅವಶ್ಯವಿರುವ ಸಾಮಗ್ರಿಗಳನ್ನು ಪೂರೈಕೆ ಮಾಡಲು ಅರ್ಹ ಸರಬರಾಜುದಾರರಿಂದ ಮೊಹರು ಮಾಡಿದ ದರಪಟ್ಟಿಗಳನ್ನು ಆಹ್ವಾನಿಸಲಾಗಿದೆ. ಹೆಚ್ಚಿನ ವಿವರಗಳಿಗಾಗಿ ಕಛೇರಿ ವೇಳೆಯಲ್ಲಿ ಗ್ರಾಮ ಪಂಚಾಯತ ಕಾರ್ಯಾಲಯವನ್ನು ಸಂಪರ್ಕಿಸಬಹುದು.: [417, 835, 942, 917]
- kummur-contact-row: [964, 113, 1498, 131]
- table-row: [971, 717, 1492, 747]
- mallur-sth-desc: ವಿವರ: [449, 1336, 646, 1354]
- mallur-material-amount: 405185.97: [836, 1195, 908, 1225]
- table-row: [971, 386, 1492, 416]
- kummur-material-amount: 528229.00: [1391, 988, 1460, 1018]
- kummur-notice: [962, 64, 1499, 2325]
- reg-marks-right: [959, 2341, 1017, 2352]
- kummur-work-name: ಕುಮ್ಮೂರ ಗ್ರಾಮದ ನೀಲಪ್ಪ ಮನೆಯಿಂದ ಗುರುಮೂರ್ತಯ್ಯ ಹಿರೇಮಠ ಮನೆಯವರೆಗೆ ಸಿಸಿ ಗಟಾರ ನಿರ್ಮಾಣ 1517001006/FP/93393042892328507: [1001, 988, 1316, 1018]
- water-ref: ವಾ.ಸಾ.ಇ.ಸಂ./2024-25/WS/WORK_INDENT: [593, 343, 739, 352]
- kummur-material-amount: 328664.00: [1391, 567, 1460, 597]
- pwd-body: [47, 1498, 390, 1692]
- mallur-remark: [908, 1044, 942, 1075]
- schedule-row: [418, 1354, 942, 1384]
- mallur-sig-left: ಸಹಿ/- ಅಧ್ಯಕ್ಷರು ಮಲ್ಲೂರ ಗ್ರಾಮ ಪಂಚಾಯತ: [450, 1488, 551, 1511]
- kummur-material-basis: ಅಂದಾಜು ಪಟ್ಟಿಯಲ್ಲಿ ನಮೂದಿಸಿದಂತೆ: [1316, 777, 1391, 807]
- table-row: [971, 988, 1492, 1018]
- kummur-works-table: [964, 235, 1498, 1018]
- kummur-remark: [1460, 416, 1492, 446]
- iti-title: ಟೆಂಡರ್ ಪ್ರಕಟಣೆ: [124, 1092, 313, 1108]
- library-notice: [221, 154, 579, 691]
- table-row: [971, 807, 1492, 837]
- kummur-work-name: ಕುಮ್ಮೂರ ಗ್ರಾಮದ ಬಸಪ್ಪ ಬಣಕಾರ ಇವರ ಹೊಲದಿಂದ ನೀರಿನ ಹಳ್ಳದವರೆಗೆ ಕಚ್ಚಾ ರಸ್ತೆ ನಿರ್ಮಾಣ 1517001006/RC/93393042892496767: [1001, 807, 1316, 837]
- mallur-body: [411, 830, 948, 924]
- library-sub: ನಗರ ಕೇಂದ್ರ ಗ್ರಂಥಾಲಯ, ದಕ್ಷಿಣ ವಲಯ, 7ನೇ ಮುಖ್ಯ ರಸ್ತೆ, ಬಿ.ಟಿ.ಎಂ. 2ನೇ ಹಂತ, ಬೆಂಗಳೂರು-560 076.: [270, 173, 549, 182]
- kummur-work-name: ಕಾಸಂಬಿ ಗ್ರಾಮದ ಪೂಜಾರ ಮನೆಯಿಂದ ಬ್ಯಾಡಗಿ ಕುನಾರ್ ರಸ್ತೆ ವರೆಗೆ ಸಿ ಸಿ ಗಟಾರ ನಿರ್ಮಾಣ 1517001006/FP/93393042892333283: [1001, 537, 1316, 567]
- kummur-remark: [1460, 958, 1492, 988]
- mallur-work-name: ಶಂಕರೀಪುರ ಗ್ರಾಮದ ಮಂಜಪ್ಪ ಲಮಾಣಿ ಮನೆಯಿಂದ ಶಿವಪ್ಪ ಮನೆಯವರೆಗೆ ಪಕ್ಕಾ ಗಟಾರ ನಿರ್ಮಾಣ (1517001016/FP/93393042892349626): [449, 1105, 757, 1135]
- kummur-material-basis: ಅಂದಾಜು ಪಟ್ಟಿಯಲ್ಲಿ ನಮೂದಿಸಿದಂತೆ: [1316, 927, 1391, 958]
- library-contact: ದೂರವಾಣಿ: 080-26548829, E-mail: cclsouthzone@gmail.com: [222, 184, 577, 197]
- kummur-sched-remark: [1460, 1083, 1492, 1113]
- kummur-row-number: 5.: [971, 386, 1001, 416]
- mallur-material-amount: 333359.50: [836, 1285, 908, 1315]
- mallur-work-name: ಶಂಕರೀಪುರ ಗ್ರಾಮದ ಸೋಮಪ್ಪ ಮನೆಯಿಂದ ಹನುಮಂತಪ್ಪ ಮನೆಯವರೆಗೆ ಪಕ್ಕಾ ಗಟಾರ ನಿರ್ಮಾಣ (1517001016/FP/93393042892347334): [449, 1135, 757, 1165]
- kummur-material-amount: 360594.00: [1391, 477, 1460, 507]
- mallur-works-table: [411, 924, 948, 1315]
- kummur-material-amount: 2066912.00: [1391, 867, 1460, 897]
- iti-head-2: ಸರಕಾರಿ ಕೈಗಾರಿಕಾ ತರಬೇತಿ ಸಂಸ್ಥೆ, ಬಬಲೇಶ್ವರ: [137, 1075, 300, 1088]
- kummur-remark: [1460, 627, 1492, 657]
- mallur-sched-date: ದಿನಾಂಕ:-11/03/2025 ಸಮಯ ಅಪರಾಹ್ನ 3-00 ಗಂಟೆಗೆ: [646, 1414, 908, 1444]
- kummur-row-number: 24.: [971, 958, 1001, 988]
- table-row: [971, 657, 1492, 687]
- kummur-table: [970, 235, 1492, 1018]
- mallur-remark: [908, 1255, 942, 1285]
- kummur-material-basis: ಅಂದಾಜು ಪಟ್ಟಿಯಲ್ಲಿ ನಮೂದಿಸಿದಂತೆ: [1316, 867, 1391, 897]
- kummur-work-name: ಕಾಸಂಬಿ ಗ್ರಾಮದ ಗುರಪ್ಪ ಬೆಳಗಾವಿ ಮನೆಯಿಂದ ಹೊಂಡದ ವರೆಗೆ ಸಿಸಿ ಗಟಾರ ನಿರ್ಮಾಣ 1517001006/FP/93393042892333281: [1001, 567, 1316, 597]
